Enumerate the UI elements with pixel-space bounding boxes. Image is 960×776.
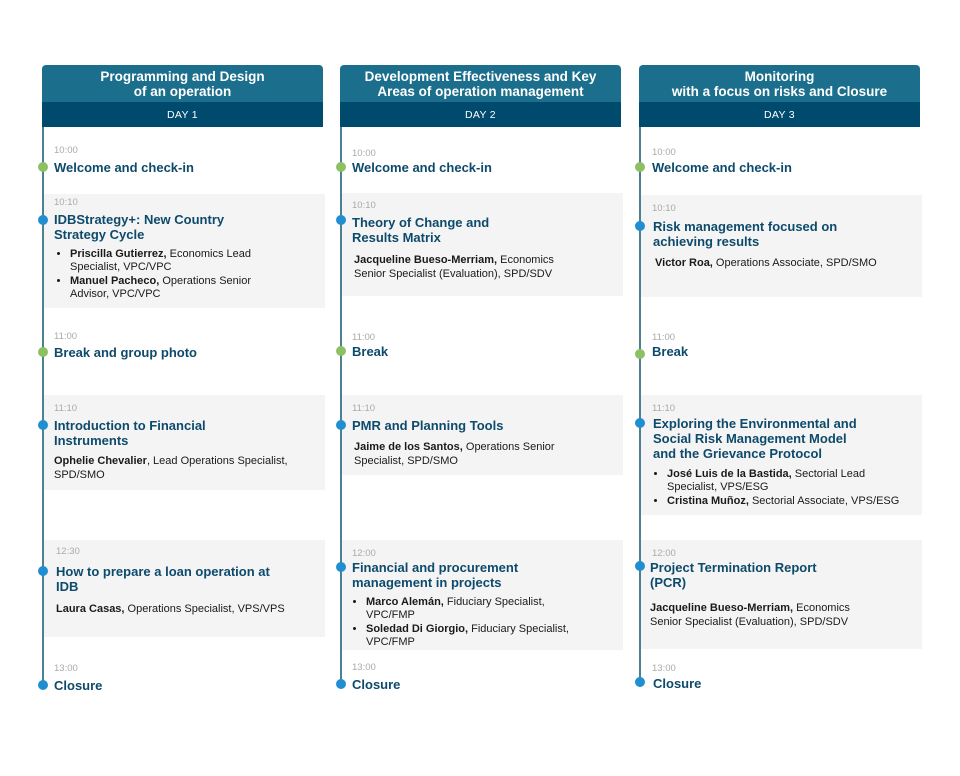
time-label: 13:00 (54, 663, 78, 674)
speaker-info: Laura Casas, Operations Specialist, VPS/VPS (56, 603, 285, 615)
timeline-dot (635, 349, 645, 359)
timeline-dot (336, 346, 346, 356)
timeline-dot (635, 221, 645, 231)
agenda-item-title: Introduction to Financial Instruments (54, 418, 206, 448)
day2-header-line1: Development Effectiveness and Key (364, 68, 597, 84)
agenda-item-title: How to prepare a loan operation at IDB (56, 564, 270, 594)
time-label: 10:10 (54, 197, 78, 208)
speaker-item: • Cristina Muñoz, Sectorial Associate, VPS/ESG (667, 495, 935, 508)
agenda-item-title: Welcome and check-in (352, 160, 492, 175)
time-label: 10:10 (352, 200, 376, 211)
agenda-item-title: Theory of Change and Results Matrix (352, 215, 490, 245)
day1-header-line1: Programming and Design (100, 68, 265, 84)
agenda-item-title: Break and group photo (54, 345, 197, 360)
speaker-list (651, 468, 935, 509)
agenda-item-title: Welcome and check-in (54, 160, 194, 175)
timeline-dot (336, 215, 346, 225)
time-label: 13:00 (652, 663, 676, 674)
agenda-item-title: PMR and Planning Tools (352, 418, 504, 433)
agenda-item-title: Closure (352, 677, 401, 692)
speaker-info: Jaime de los Santos, Operations Senior Specialist, SPD/SMO (354, 441, 555, 467)
speaker-info: Jacqueline Bueso-Merriam, Economics Senior Specialist (Evaluation), SPD/SDV (354, 254, 554, 280)
time-label: 12:00 (352, 548, 376, 559)
day3-header-line1: Monitoring (744, 68, 815, 84)
speaker-item: • Soledad Di Giorgio, Fiduciary Specialist, VPC/FMP (366, 623, 621, 649)
day2-header-line2: Areas of operation management (377, 83, 584, 99)
timeline-dot (38, 680, 48, 690)
timeline-dot (336, 562, 346, 572)
speaker-item: • José Luis de la Bastida, Sectorial Lead Specialist, VPS/ESG (667, 468, 935, 494)
time-label: 12:30 (56, 546, 80, 557)
timeline-dot (635, 162, 645, 172)
time-label: 11:00 (352, 332, 376, 343)
day2-header (340, 65, 621, 102)
agenda-card (641, 540, 922, 649)
agenda-item-title: Closure (653, 676, 702, 691)
speaker-list (350, 596, 621, 650)
agenda-item-title: Exploring the Environmental and Social Risk Management Model and the Grievance Protocol (653, 416, 857, 461)
time-label: 10:10 (652, 203, 676, 214)
agenda-item-title: Break (652, 344, 689, 359)
timeline-dot (336, 679, 346, 689)
day2-label: DAY 2 (340, 102, 621, 127)
day1-header (42, 65, 323, 102)
timeline-dot (38, 347, 48, 357)
day3-column (639, 65, 920, 705)
speaker-info: Jacqueline Bueso-Merriam, Economics Senior Specialist (Evaluation), SPD/SDV (650, 602, 850, 628)
timeline-dot (635, 677, 645, 687)
time-label: 11:10 (652, 403, 676, 414)
time-label: 12:00 (652, 548, 676, 559)
timeline-dot (336, 162, 346, 172)
speaker-item: • Marco Alemán, Fiduciary Specialist, VPC/FMP (366, 596, 621, 622)
timeline-dot (635, 561, 645, 571)
time-label: 10:00 (652, 147, 676, 158)
speaker-list (54, 248, 320, 302)
day3-header (639, 65, 920, 102)
timeline-dot (38, 420, 48, 430)
agenda-item-title: Closure (54, 678, 103, 693)
agenda-item-title: Break (352, 344, 389, 359)
timeline-dot (38, 215, 48, 225)
agenda-item-title: Welcome and check-in (652, 160, 792, 175)
time-label: 11:00 (652, 332, 676, 343)
timeline-dot (38, 162, 48, 172)
day1-label: DAY 1 (42, 102, 323, 127)
speaker-item: • Manuel Pacheco, Operations Senior Advisor, VPC/VPC (70, 275, 320, 301)
time-label: 13:00 (352, 662, 376, 673)
day3-label: DAY 3 (639, 102, 920, 127)
day2-column (340, 65, 621, 705)
speaker-item: • Priscilla Gutierrez, Economics Lead Specialist, VPC/VPC (70, 248, 320, 274)
agenda-item-title: Project Termination Report (PCR) (650, 560, 817, 590)
time-label: 11:10 (352, 403, 376, 414)
agenda-item-title: Financial and procurement management in projects (352, 560, 519, 590)
agenda-item-title: IDBStrategy+: New Country Strategy Cycle (54, 212, 225, 242)
time-label: 11:10 (54, 403, 78, 414)
day1-header-line2: of an operation (133, 83, 232, 99)
time-label: 10:00 (352, 148, 376, 159)
agenda-item-title: Risk management focused on achieving results (653, 219, 838, 249)
day3-header-line2: with a focus on risks and Closure (671, 83, 888, 99)
time-label: 11:00 (54, 331, 78, 342)
speaker-info: Ophelie Chevalier, Lead Operations Specialist, SPD/SMO (54, 455, 288, 481)
timeline-dot (336, 420, 346, 430)
time-label: 10:00 (54, 145, 78, 156)
speaker-info: Victor Roa, Operations Associate, SPD/SMO (655, 257, 877, 269)
day1-column (42, 65, 323, 705)
timeline-dot (38, 566, 48, 576)
timeline-dot (635, 418, 645, 428)
